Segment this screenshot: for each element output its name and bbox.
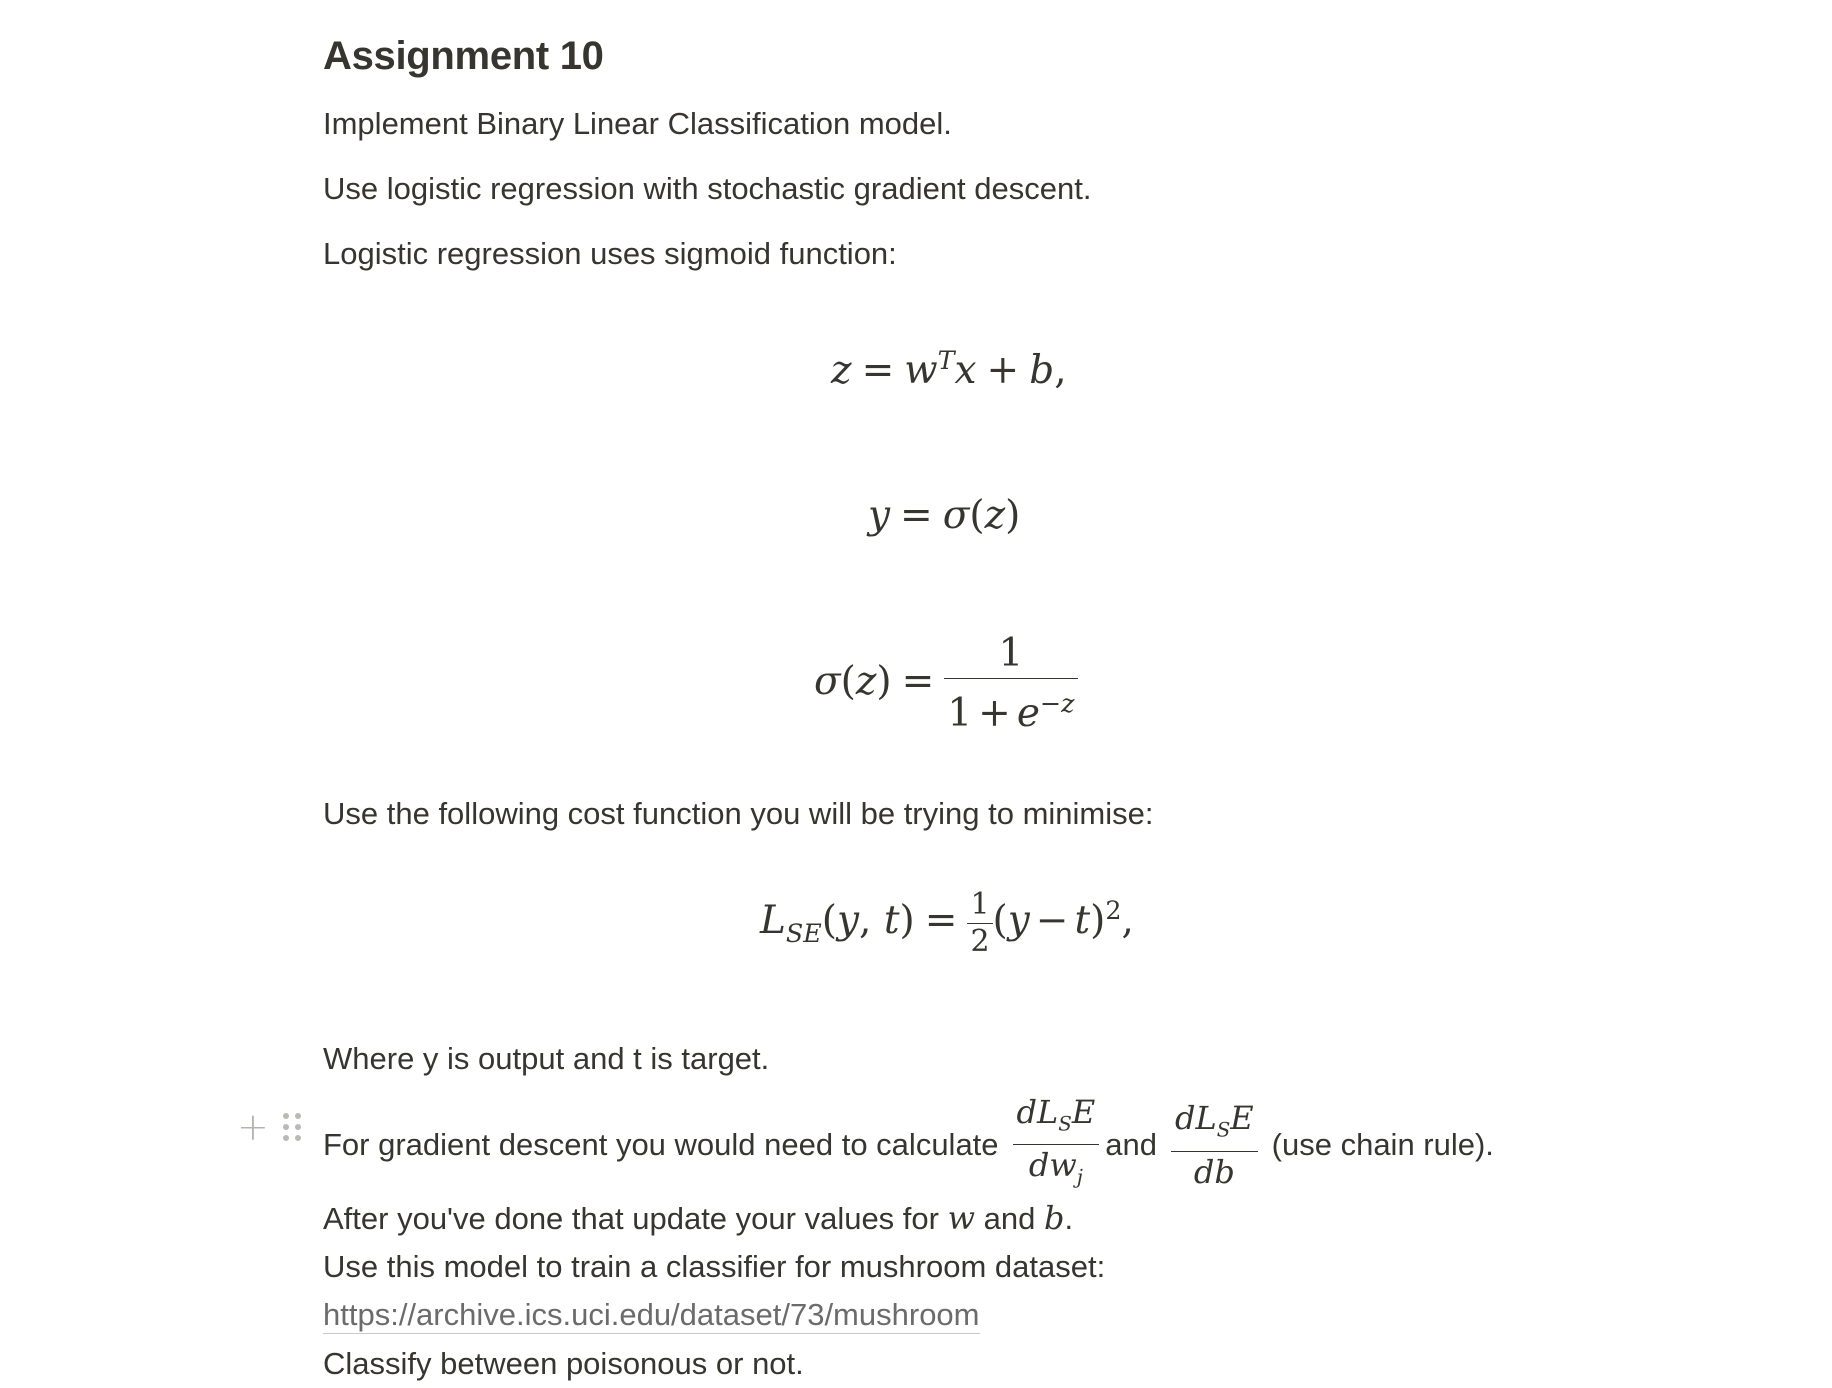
math-w: w (947, 1199, 975, 1237)
sigmoid-fraction: $\frac{1}{1 + e^{-z}}$ (944, 630, 1077, 738)
derivative-db-denominator: db (1193, 1152, 1235, 1191)
derivative-dw-numerator: $dL_SE$ (1013, 1092, 1100, 1145)
paragraph-link (323, 1295, 980, 1335)
update-and: and (983, 1201, 1036, 1236)
drag-handle-icon[interactable] (283, 1113, 301, 1141)
derivative-dw-denominator: $dw_j$ (1028, 1146, 1083, 1189)
paragraph-intro: Implement Binary Linear Classification model. (323, 106, 952, 141)
paragraph-gradient (323, 1092, 1494, 1198)
paragraph-output-target: Where y is output and t is target. (323, 1041, 770, 1076)
gradient-text-after: (use chain rule). (1271, 1126, 1494, 1162)
block-gutter (237, 1105, 301, 1149)
paragraph-cost-intro: Use the following cost function you will be trying to minimise: (323, 796, 1154, 831)
half-fraction: $\frac{1}{2}$ (967, 887, 992, 960)
equation-sigmoid: σ(z) = $\frac{1}{1 + e^{-z}}$ (814, 630, 1078, 738)
derivative-db-numerator: $dL_SE$ (1171, 1098, 1258, 1151)
add-block-icon[interactable]: + (237, 1105, 269, 1149)
equation-cost: $L_{SE}(y$, t) = $\frac{1}{2}$ $(y - t)^2$, (760, 886, 1134, 959)
page-title: Assignment 10 (323, 34, 604, 78)
equation-activation: y = σ(z) (868, 493, 1021, 538)
gradient-text-before: For gradient descent you would need to calculate (323, 1126, 999, 1162)
paragraph-sigmoid-intro: Logistic regression uses sigmoid function: (323, 236, 897, 271)
update-text: After you've done that update your values for (323, 1201, 939, 1236)
dataset-link[interactable]: https://archive.ics.uci.edu/dataset/73/mushroom (323, 1297, 980, 1332)
paragraph-dataset: Use this model to train a classifier for mushroom dataset: (323, 1249, 1106, 1284)
equation-linear: $z = w^Tx + b$, (831, 345, 1067, 393)
gradient-text-and: and (1105, 1126, 1157, 1162)
derivative-db (1171, 1098, 1258, 1191)
paragraph-method: Use logistic regression with stochastic gradient descent. (323, 171, 1092, 206)
paragraph-classify: Classify between poisonous or not. (323, 1346, 804, 1381)
math-b: b (1043, 1199, 1065, 1237)
update-period: . (1064, 1201, 1074, 1236)
paragraph-update (323, 1198, 1073, 1239)
derivative-dw (1013, 1092, 1100, 1198)
